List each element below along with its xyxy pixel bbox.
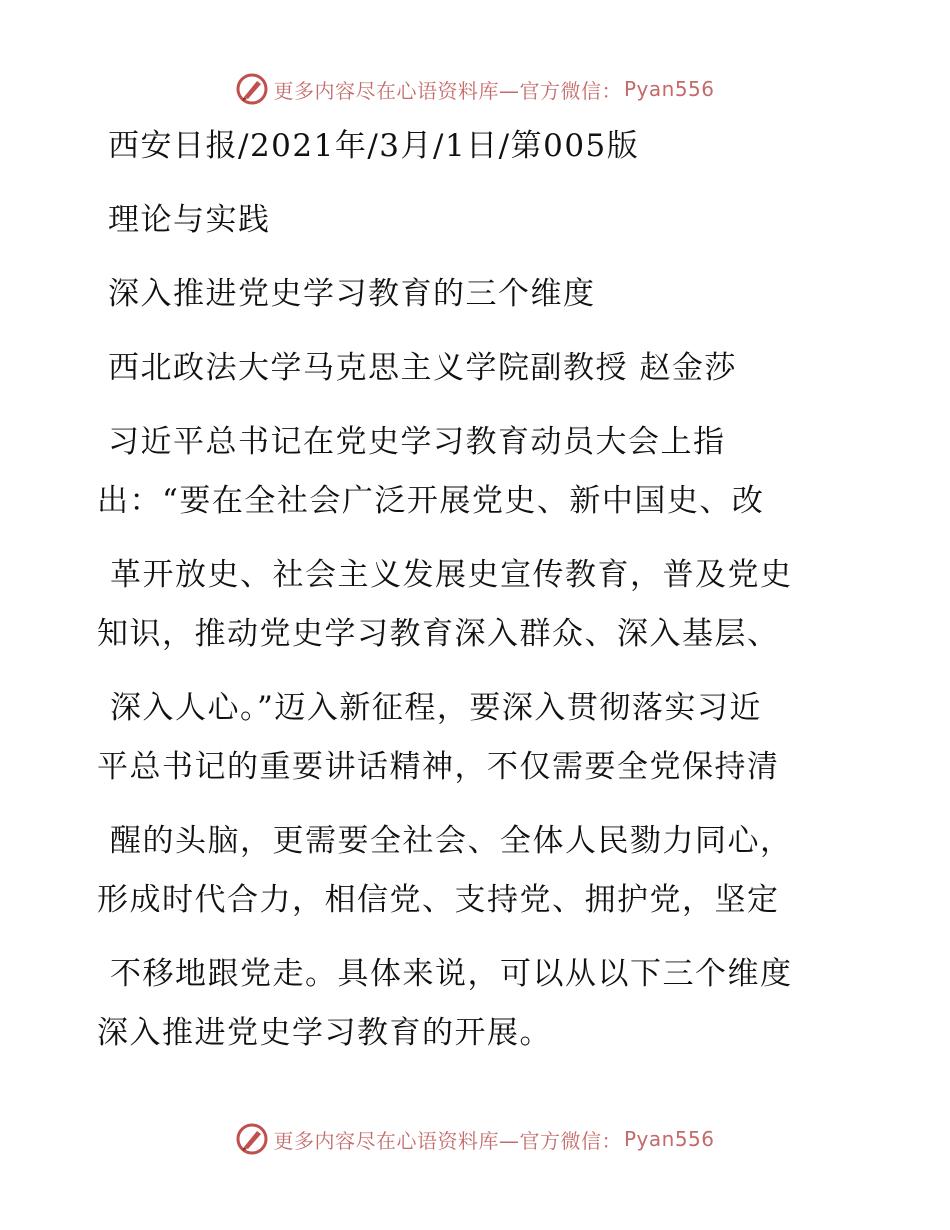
body-line: 知识，推动党史学习教育深入群众、深入基层、: [97, 616, 780, 652]
author-line: 西北政法大学马克思主义学院副教授 赵金莎: [108, 350, 737, 386]
section-line: 理论与实践: [108, 202, 271, 238]
watermark-wechat-id: Pyan556: [623, 77, 715, 101]
body-line: 革开放史、社会主义发展史宣传教育，普及党史: [110, 557, 793, 593]
body-line: 平总书记的重要讲话精神，不仅需要全党保持清: [97, 749, 780, 785]
watermark-footer: [0, 1122, 950, 1156]
body-line: 形成时代合力，相信党、支持党、拥护党，坚定: [97, 882, 780, 918]
body-line: 深入人心。”迈入新征程，要深入贯彻落实习近: [110, 690, 762, 726]
body-line: 不移地跟党走。具体来说，可以从以下三个维度: [110, 956, 793, 992]
body-line: 出：“要在全社会广泛开展党史、新中国史、改: [97, 483, 765, 519]
article-title: 深入推进党史学习教育的三个维度: [108, 276, 596, 312]
watermark-text: 更多内容尽在心语资料库—官方微信：: [273, 78, 622, 103]
pen-logo-icon: [235, 72, 269, 106]
body-line: 深入推进党史学习教育的开展。: [97, 1015, 552, 1051]
source-line: 西安日报/2021年/3月/1日/第005版: [108, 128, 640, 164]
body-line: 醒的头脑，更需要全社会、全体人民勠力同心，: [110, 823, 793, 859]
body-line: 习近平总书记在党史学习教育动员大会上指: [108, 424, 726, 460]
watermark-text: 更多内容尽在心语资料库—官方微信：: [273, 1128, 622, 1153]
pen-logo-icon: [235, 1122, 269, 1156]
watermark-header: [0, 72, 950, 106]
watermark-wechat-id: Pyan556: [623, 1127, 715, 1151]
